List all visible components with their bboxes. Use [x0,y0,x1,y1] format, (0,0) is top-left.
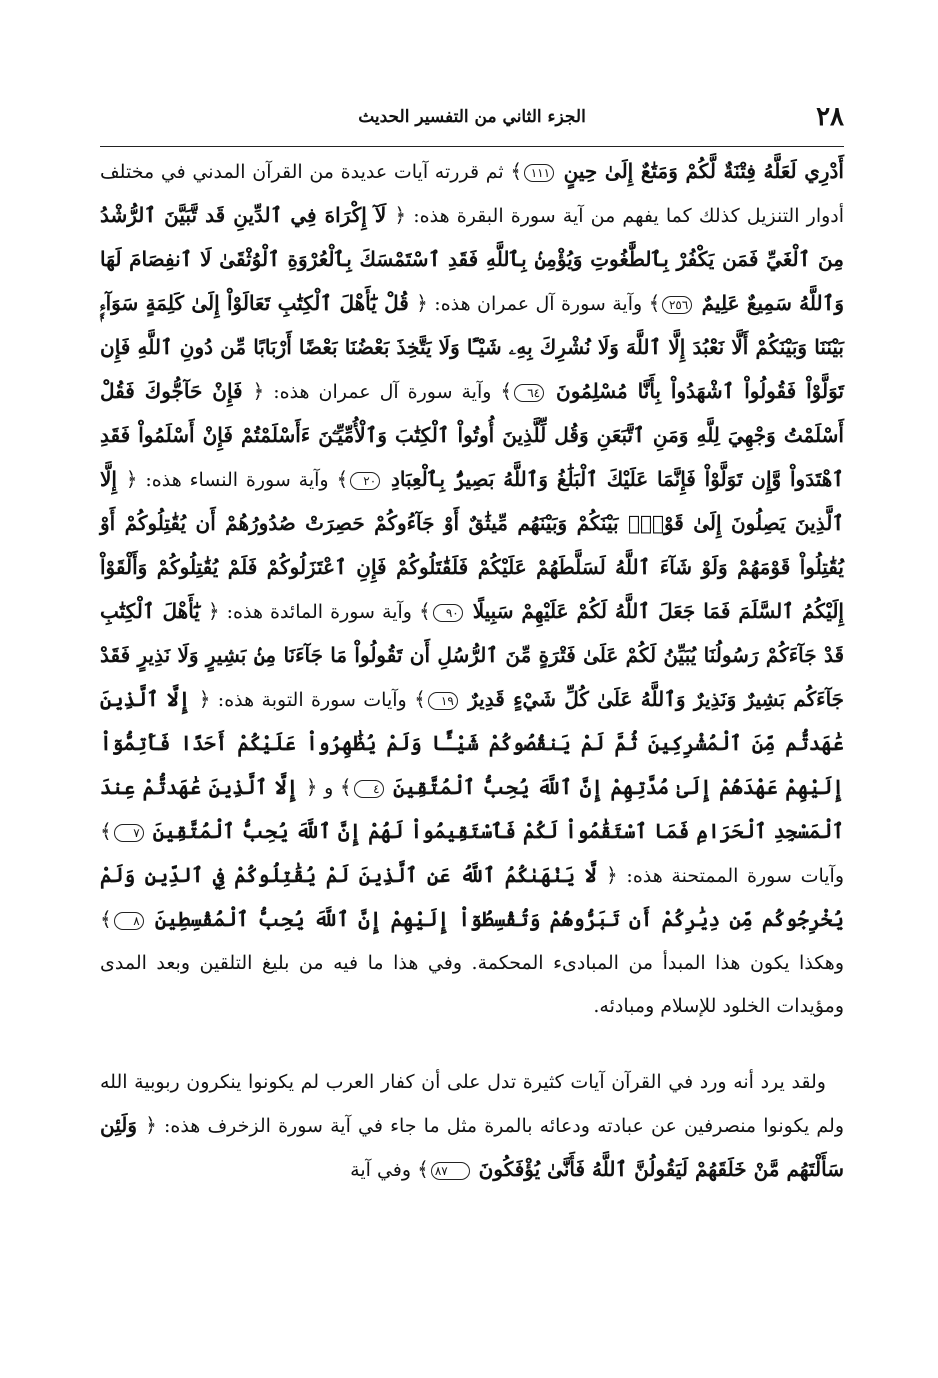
bracket-close: ﴾ [417,1157,429,1181]
verse-number: ٧ [114,824,144,842]
commentary-text: ثم قررته آيات عديدة من القرآن المدني في مختلف أدوار التنزيل كذلك كما يفهم من آية سورة البقرة هذه: [100,161,845,227]
commentary-text: وآية سورة آل عمران هذه: [273,381,492,403]
quran-verse: ﴿ إِلَّا ٱلَّذِينَ عَٰهَدتُّمْ عِندَ ٱلْمَسْجِدِ ٱلْحَرَامِ فَمَا ٱسْتَقَٰمُواْ لَكُمْ فَٱسْتَقِيمُواْ لَهُمْ إِنَّ ٱللَّهَ يُحِبُّ ٱلْمُتَّقِينَ ٧﴾ [100,775,844,843]
bracket-close: ﴾ [500,379,513,403]
verse-number: ٢٠ [350,472,380,490]
bracket-open: ﴿ [416,291,428,315]
commentary-text: وهكذا يكون هذا المبدأ من المبادىء المحكمة. وفي هذا ما فيه من بليغ التلقين وبعد المدى ومؤيدات الخلود للإسلام ومبادئه. [100,952,844,1017]
verse-number: ١١١ [524,164,554,182]
verse-number: ٨ [114,912,144,930]
commentary-text: و [324,777,334,799]
quran-verse: ﴿ وَلَئِن سَأَلْتَهُم مَّنْ خَلَقَهُمْ لَيَقُولُنَّ ٱللَّهُ فَأَنَّىٰ يُؤْفَكُونَ ٨٧﴾ [100,1113,844,1181]
quran-verse: أَدْرِي لَعَلَّهُ فِتْنَةٌ لَّكُمْ وَمَتَٰعٌ إِلَىٰ حِينٍ ١١١﴾ [510,159,844,183]
running-title: الجزء الثاني من التفسير الحديث [358,107,586,127]
verse-number: ٨٧ [431,1162,470,1180]
verse-number: ٦٤ [514,384,544,402]
body-text [100,150,844,1192]
bracket-open: ﴿ [125,467,138,491]
bracket-close: ﴾ [336,467,349,491]
paragraph-1 [100,150,844,1028]
commentary-text: وآيات سورة الممتحنة هذه: [626,865,844,887]
page-number: ٢٨ [816,102,844,132]
bracket-close: ﴾ [100,819,112,843]
bracket-open: ﴿ [394,203,407,227]
bracket-close: ﴾ [648,291,661,315]
quran-verse: ﴿ فَإِنْ حَآجُّوكَ فَقُلْ أَسْلَمْتُ وَجْهِيَ لِلَّهِ وَمَنِ ٱتَّبَعَنِ وَقُل لِّلَّذِينَ أُوتُواْ ٱلْكِتَٰبَ وَٱلْأُمِّيِّـۧنَ ءَأَسْلَمْتُمْ فَإِنْ أَسْلَمُواْ فَقَدِ ٱهْتَدَواْ وَّإِن تَوَلَّوْاْ فَإِنَّمَا عَلَيْكَ ٱلْبَلَٰغُ وَٱللَّهُ بَصِيرٌۢ بِٱلْعِبَادِ ٢٠﴾ [100,379,845,491]
bracket-close: ﴾ [414,687,426,711]
commentary-text: وفي آية [350,1159,412,1181]
bracket-open: ﴿ [198,687,211,711]
bracket-close: ﴾ [339,775,352,799]
commentary-text: وآية سورة النساء هذه: [145,469,329,491]
commentary-text: وآيات سورة التوبة هذه: [217,689,407,711]
commentary-text: وآية سورة المائدة هذه: [226,601,412,623]
verse-number: ٢٥٦ [662,296,692,314]
bracket-close: ﴾ [419,599,431,623]
page-header [100,100,844,140]
bracket-open: ﴿ [606,863,618,887]
commentary-text: وآية سورة آل عمران هذه: [434,293,643,315]
quran-verse: ﴿ لَآ إِكْرَاهَ فِي ٱلدِّينِ قَد تَّبَيَّنَ ٱلرُّشْدُ مِنَ ٱلْغَيِّ فَمَن يَكْفُرْ بِٱلطَّٰغُوتِ وَيُؤْمِنۢ بِٱللَّهِ فَقَدِ ٱسْتَمْسَكَ بِٱلْعُرْوَةِ ٱلْوُثْقَىٰ لَا ٱنفِصَامَ لَهَا وَٱللَّهُ سَمِيعٌ عَلِيمٌ ٢٥٦﴾ [100,203,844,315]
quran-verse: ﴿ إِلَّا ٱلَّذِينَ عَٰهَدتُّم مِّنَ ٱلْمُشْرِكِينَ ثُمَّ لَمْ يَنقُصُوكُمْ شَيْـًٔا وَلَمْ يُظَٰهِرُواْ عَلَيْكُمْ أَحَدًا فَأَتِمُّوٓاْ إِلَيْهِمْ عَهْدَهُمْ إِلَىٰ مُدَّتِهِمْ إِنَّ ٱللَّهَ يُحِبُّ ٱلْمُتَّقِينَ ٤﴾ [100,687,844,799]
quran-verse: ﴿ يَٰٓأَهْلَ ٱلْكِتَٰبِ قَدْ جَآءَكُمْ رَسُولُنَا يُبَيِّنُ لَكُمْ عَلَىٰ فَتْرَةٍ مِّنَ ٱلرُّسُلِ أَن تَقُولُواْ مَا جَآءَنَا مِنۢ بَشِيرٍ وَلَا نَذِيرٍ فَقَدْ جَآءَكُم بَشِيرٌ وَنَذِيرٌ وَٱللَّهُ عَلَىٰ كُلِّ شَيْءٍ قَدِيرٌ ١٩﴾ [100,599,845,711]
bracket-open: ﴿ [252,379,265,403]
bracket-close: ﴾ [100,907,112,931]
commentary-text: ولقد يرد أنه ورد في القرآن آيات كثيرة تدل على أن كفار العرب لم يكونوا ينكرون ربوبية الله ولم يكونوا منصرفين عن عبادته ودعائه بالمرة مثل ما جاء في آية سورة الزخرف هذه: [100,1071,844,1137]
bracket-close: ﴾ [510,159,523,183]
bracket-open: ﴿ [305,775,318,799]
quran-verse: ﴿ لَّا يَنْهَىٰكُمُ ٱللَّهُ عَنِ ٱلَّذِينَ لَمْ يُقَٰتِلُوكُمْ فِي ٱلدِّينِ وَلَمْ يُخْرِجُوكُم مِّن دِيَٰرِكُمْ أَن تَبَرُّوهُمْ وَتُقْسِطُوٓاْ إِلَيْهِمْ إِنَّ ٱللَّهَ يُحِبُّ ٱلْمُقْسِطِينَ ٨﴾ [100,863,844,931]
quran-verse: ﴿ إِلَّا ٱلَّذِينَ يَصِلُونَ إِلَىٰ قَوْمٍۭ بَيْنَكُمْ وَبَيْنَهُم مِّيثَٰقٌ أَوْ جَآءُوكُمْ حَصِرَتْ صُدُورُهُمْ أَن يُقَٰتِلُوكُمْ أَوْ يُقَٰتِلُواْ قَوْمَهُمْ وَلَوْ شَآءَ ٱللَّهُ لَسَلَّطَهُمْ عَلَيْكُمْ فَلَقَٰتَلُوكُمْ فَإِنِ ٱعْتَزَلُوكُمْ فَلَمْ يُقَٰتِلُوكُمْ وَأَلْقَوْاْ إِلَيْكُمُ ٱلسَّلَمَ فَمَا جَعَلَ ٱللَّهُ لَكُمْ عَلَيْهِمْ سَبِيلًا ٩٠﴾ [100,467,844,623]
paragraph-2 [100,1061,844,1192]
bracket-open: ﴿ [207,599,220,623]
verse-number: ٤ [354,780,384,798]
quran-verse: ﴿ قُلْ يَٰٓأَهْلَ ٱلْكِتَٰبِ تَعَالَوْاْ إِلَىٰ كَلِمَةٍ سَوَآءٍۭ بَيْنَنَا وَبَيْنَكُمْ أَلَّا نَعْبُدَ إِلَّا ٱللَّهَ وَلَا نُشْرِكَ بِهِۦ شَيْـًٔا وَلَا يَتَّخِذَ بَعْضُنَا بَعْضًا أَرْبَابًا مِّن دُونِ ٱللَّهِ فَإِن تَوَلَّوْاْ فَقُولُواْ ٱشْهَدُواْ بِأَنَّا مُسْلِمُونَ ٦٤﴾ [100,291,844,403]
verse-number: ١٩ [428,692,458,710]
header-rule [100,146,844,147]
verse-number: ٩٠ [433,604,463,622]
bracket-open: ﴿ [145,1113,157,1137]
